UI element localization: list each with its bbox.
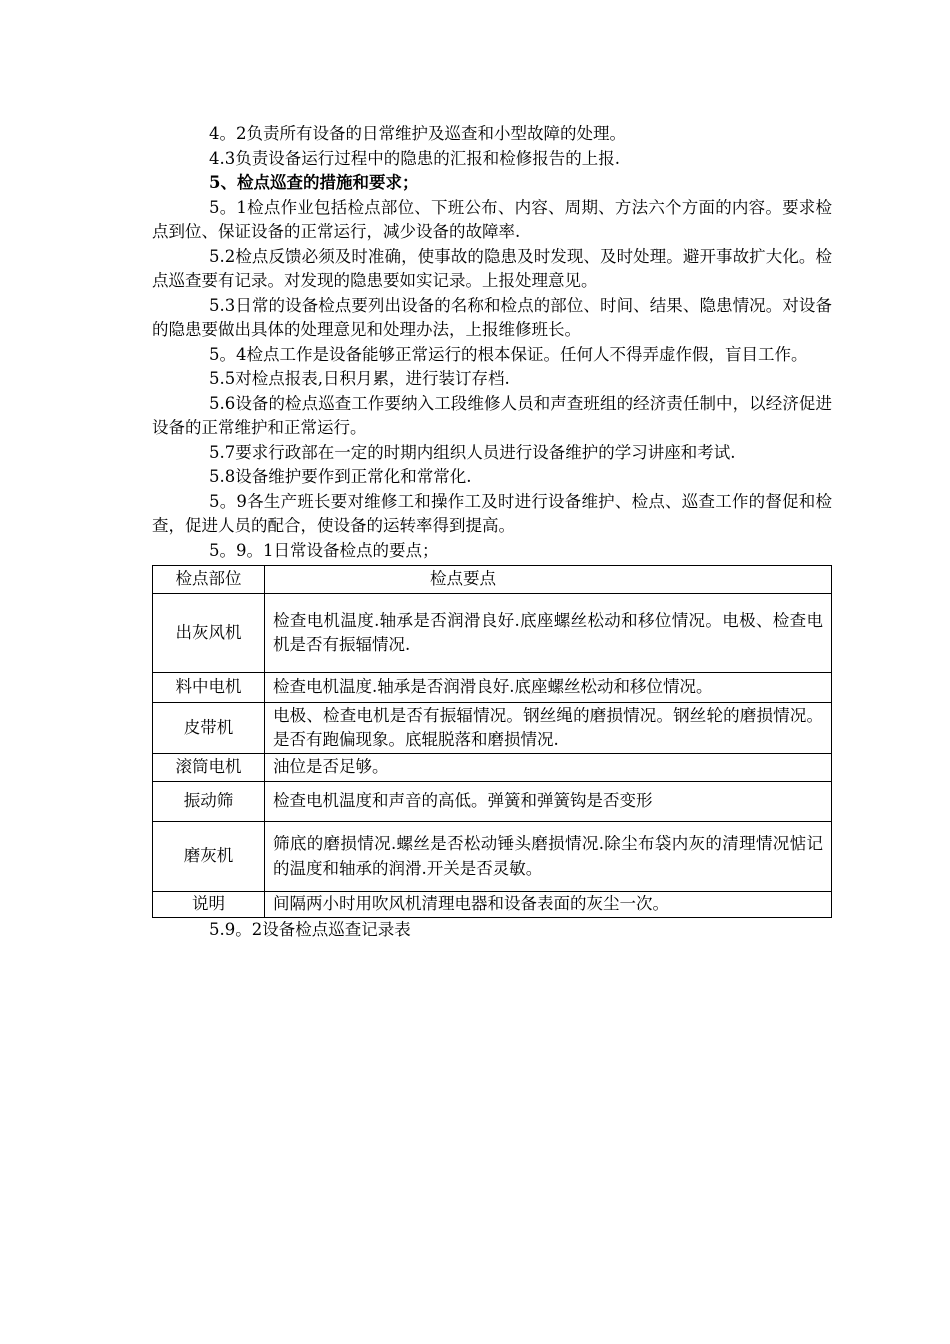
table-row: [153, 754, 832, 782]
row-point: 筛底的磨损情况.螺丝是否松动锤头磨损情况.除尘布袋内灰的清理情况惦记的温度和轴承的润滑.开关是否灵敏。: [265, 822, 832, 892]
table-row: [153, 673, 832, 703]
row-point: 检查电机温度和声音的高低。弹簧和弹簧钩是否变形: [265, 782, 832, 822]
row-point: 检查电机温度.轴承是否润滑良好.底座螺丝松动和移位情况。: [265, 673, 832, 703]
paragraph-5-6: 5.6设备的检点巡查工作要纳入工段维修人员和声查班组的经济责任制中，以经济促进设备的正常维护和正常运行。: [152, 393, 832, 437]
paragraph-5-9-1: 5。9。1日常设备检点的要点；: [209, 540, 439, 560]
row-part: 说明: [153, 892, 265, 918]
row-part: 滚筒电机: [153, 754, 265, 782]
document-page: [152, 122, 832, 942]
table-row: [153, 782, 832, 822]
row-part: 出灰风机: [153, 594, 265, 673]
paragraph-5-1: 5。1检点作业包括检点部位、下班公布、内容、周期、方法六个方面的内容。要求检点到位、保证设备的正常运行，减少设备的故障率.: [152, 197, 832, 241]
paragraph-5-2: 5.2检点反馈必须及时准确，使事故的隐患及时发现、及时处理。避开事故扩大化。检点巡查要有记录。对发现的隐患要如实记录。上报处理意见。: [152, 246, 832, 290]
paragraph-5-8: 5.8设备维护要作到正常化和常常化.: [209, 467, 472, 486]
paragraph-4-2: 4。2负责所有设备的日常维护及巡查和小型故障的处理。: [209, 124, 626, 143]
paragraph-5-3: 5.3日常的设备检点要列出设备的名称和检点的部位、时间、结果、隐患情况。对设备的隐患要做出具体的处理意见和处理办法，上报维修班长。: [152, 295, 832, 339]
header-inspection-part: 检点部位: [153, 566, 265, 594]
row-part: 皮带机: [153, 703, 265, 754]
paragraph-4-3: 4.3负责设备运行过程中的隐患的汇报和检修报告的上报.: [209, 148, 620, 168]
paragraph-5-9: 5。9各生产班长要对维修工和操作工及时进行设备维护、检点、巡查工作的督促和检查，促进人员的配合，使设备的运转率得到提高。: [152, 491, 832, 535]
inspection-points-table: [152, 565, 832, 918]
table-row: [153, 822, 832, 892]
row-point: 间隔两小时用吹风机清理电器和设备表面的灰尘一次。: [265, 892, 832, 918]
row-part: 料中电机: [153, 673, 265, 703]
paragraph-5-4: 5。4检点工作是设备能够正常运行的根本保证。任何人不得弄虚作假，盲目工作。: [209, 344, 808, 364]
header-inspection-point: 检点要点: [265, 566, 832, 594]
row-part: 磨灰机: [153, 822, 265, 892]
table-row: [153, 594, 832, 673]
row-point: 油位是否足够。: [265, 754, 832, 782]
row-part: 振动筛: [153, 782, 265, 822]
table-header-row: [153, 566, 832, 594]
row-point: 电极、检查电机是否有振辐情况。钢丝绳的磨损情况。钢丝轮的磨损情况。是否有跑偏现象。底辊脱落和磨损情况.: [265, 703, 832, 754]
table-row: [153, 703, 832, 754]
table-row: [153, 892, 832, 918]
paragraph-5-9-2: 5.9。2设备检点巡查记录表: [209, 919, 411, 939]
row-point: 检查电机温度.轴承是否润滑良好.底座螺丝松动和移位情况。电极、检查电机是否有振辐情况.: [265, 594, 832, 673]
paragraph-5-7: 5.7要求行政部在一定的时期内组织人员进行设备维护的学习讲座和考试.: [209, 442, 736, 462]
section-heading-5: 5、检点巡查的措施和要求；: [209, 173, 419, 192]
paragraph-5-5: 5.5对检点报表,日积月累，进行装订存档.: [209, 369, 510, 388]
